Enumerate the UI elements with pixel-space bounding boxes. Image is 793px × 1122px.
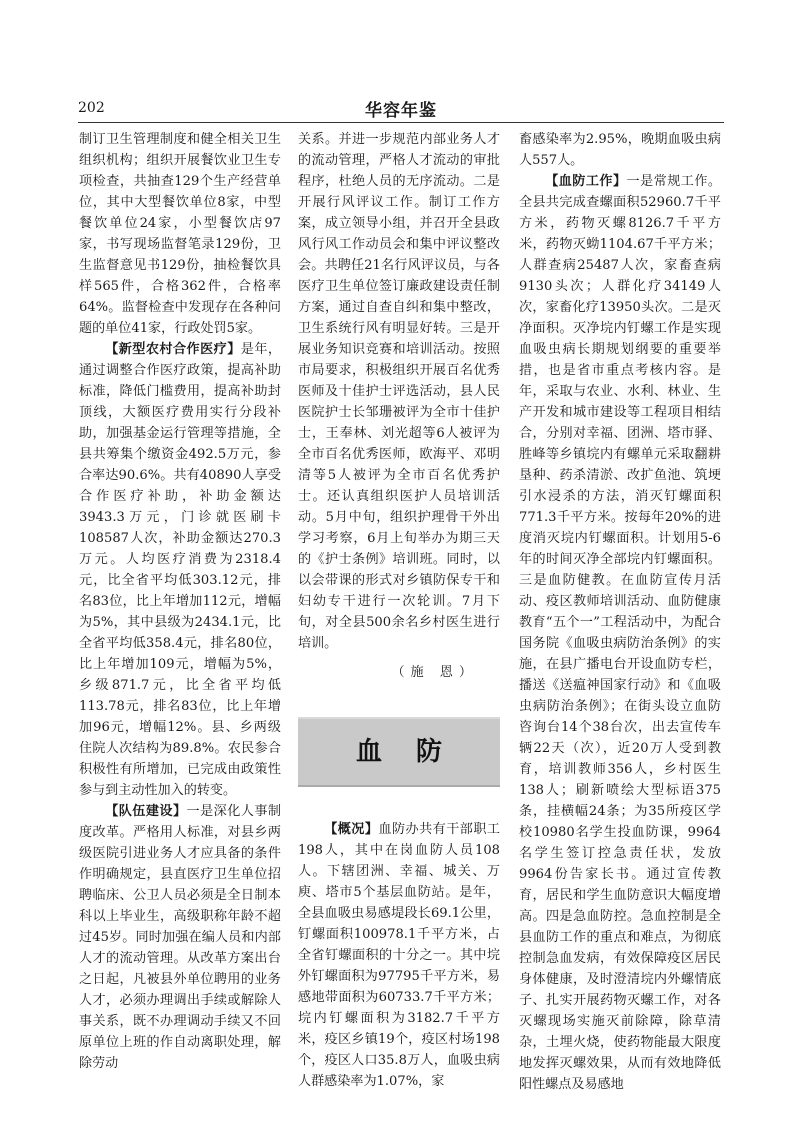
running-title: 华容年鉴 — [365, 101, 437, 121]
paragraph: 畜感染率为2.95%，晚期血吸虫病人557人。 — [519, 132, 721, 168]
section-banner — [298, 717, 500, 787]
paragraph-text: 一是深化人事制度改革。严格用人标准，对县乡两级医院引进业务人才应具备的条件作明确规定，县直医疗卫生单位招聘临床、公卫人员必须是全日制本科以上毕业生，高级职称年龄不超过45岁。同时加强在编人员和内部人才的流动管理。从改革方案出台之日起，凡被县外单位聘用的业务人才，必须办理调出手续或解除人事关系，既不办理调动手续又不回原单位上班的作自动离职处理，解除劳动 — [79, 804, 281, 1071]
page-number: 202 — [78, 100, 105, 116]
paragraph: 关系。并进一步规范内部业务人才的流动管理，严格人才流动的审批程序，杜绝人员的无序流动。二是开展行风评议工作。制订工作方案，成立领导小组，并召开全县政风行风工作动员会和集中评议整改会。共聘任21名行风评议员，与各医疗卫生单位签订廉政建设责任制方案，通过自查自纠和集中整改，卫生系统行风有明显好转。三是开展业务知识竞赛和培训活动。按照市局要求，积极组织开展百名优秀医师及十佳护士评选活动，县人民医院护士长邹珊被评为全市十佳护士，王奉林、刘光超等6人被评为全市百名优秀医师，欧海平、邓明清等5人被评为全市百名优秀护士。还认真组织医护人员培训活动。5月中旬，组织护理骨干外出学习考察，6月上旬举办为期三天的《护士条例》培训班。同时，以以会带课的形式对乡镇防保专干和妇幼专干进行一次轮训。7月下旬，对全县500余名乡村医生进行培训。 — [298, 132, 500, 651]
section-keyword: 【概况】 — [324, 822, 379, 837]
paragraph — [298, 819, 500, 1092]
section-title: 血防 — [355, 736, 476, 767]
paragraph — [519, 171, 721, 1095]
column-right — [519, 129, 721, 1095]
paragraph — [79, 801, 281, 1074]
paragraph: 制订卫生管理制度和健全相关卫生组织机构；组织开展餐饮业卫生专项检查，共抽查129个生产经营单位，其中大型餐饮单位8家，中型餐饮单位24家，小型餐饮店97家，书写现场监督笔录129份，卫生监督意见书129份，抽检餐饮具样565件，合格362件，合格率64%。监督检查中发现存在各种问题的单位41家，行政处罚5家。 — [79, 132, 281, 336]
author-signature: （施 恩） — [391, 665, 478, 680]
section-keyword: 【新型农村合作医疗】 — [105, 342, 241, 357]
page-header — [78, 96, 724, 120]
paragraph-text: 血防办共有干部职工198人，其中在岗血防人员108人。下辖团洲、幸福、城关、万庾、塔市5个基层血防站。是年，全县血吸虫易感堤段长69.1公里，钉螺面积100978.1千平方米，占全省钉螺面积的十分之一。其中垸外钉螺面积为97795千平方米，易感地带面积为60733.7千平方米；垸内钉螺面积为3182.7千平方米，疫区乡镇19个，疫区村场198个，疫区人口35.8万人，血吸虫病人群感染率为1.07%，家 — [298, 822, 501, 1089]
paragraph-text: 一是常规工作。全县共完成查螺面积52960.7千平方米，药物灭螺8126.7千平方米，药物灭蚴1104.67千平方米；人群查病25487人次，家畜查病9130头次；人群化疗34149人次，家畜化疗13950头次。二是灭净面积。灭净垸内钉螺工作是实现血吸虫病长期规划纲要的重要举措，也是省市重点考核内容。是年，采取与农业、水利、林业、生产开发和城市建设等工程项目相结合，分别对幸福、团洲、塔市驿、胜峰等乡镇垸内有螺单元采取翻耕垦种、药杀清淤、改扩鱼池、筑埂引水浸杀的方法，消灭钉螺面积771.3千平方米。按每年20%的进度消灭垸内钉螺面积。计划用5-6年的时间灭净全部垸内钉螺面积。三是血防健教。在血防宣传月活动、疫区教师培训活动、血防健康教育“五个一”工程活动中，为配合国务院《血吸虫病防治条例》的实施，在县广播电台开设血防专栏，播送《送瘟神国家行动》和《血吸虫病防治条例》；在街头设立血防咨询台14个38台次，出去宣传车辆22天（次），近20万人受到教育，培训教师356人，乡村医生138人；刷新喷绘大型标语375条，挂横幅24条；为35所疫区学校10980名学生投血防课，9964名学生签订控急责任状，发放9964份告家长书。通过宣传教育，居民和学生血防意识大幅度增高。四是急血防控。急血控制是全县血防工作的重点和难点，为彻底控制急血发病，有效保障疫区居民身体健康，及时澄清垸内外螺情底子、扎实开展药物灭螺工作，对各灭螺现场实施灭前除障，除草清杂，土埋火烧，使药物能最大限度地发挥灭螺效果，从而有效地降低阳性螺点及易感地 — [519, 174, 721, 1092]
header-rule — [78, 122, 724, 123]
column-left — [79, 129, 281, 1074]
paragraph-text: 是年，通过调整合作医疗政策，提高补助标准，降低门槛费用，提高补助封顶线，大额医疗费用实行分段补助，加强基金运行管理等措施，全县共筹集个缴资金492.5万元，参合率达90.6%。共有40890人享受合作医疗补助，补助金额达3943.3万元，门诊就医刷卡108587人次，补助金额达270.3万元。人均医疗消费为2318.4元，比全省平均低303.12元，排名83位，比上年增加112元，增幅为5%，其中县级为2434.1元，比全省平均低358.4元，排名80位，比上年增加109元，增幅为5%，乡级871.7元，比全省平均低113.78元，排名83位，比上年增加96元，增幅12%。县、乡两级住院人次结构为89.8%。农民参合积极性有所增加，已完成由政策性参与到主动性加入的转变。 — [79, 342, 282, 798]
column-middle — [298, 129, 500, 1092]
section-keyword: 【队伍建设】 — [105, 804, 187, 819]
paragraph — [79, 339, 281, 801]
section-keyword: 【血防工作】 — [545, 174, 627, 189]
